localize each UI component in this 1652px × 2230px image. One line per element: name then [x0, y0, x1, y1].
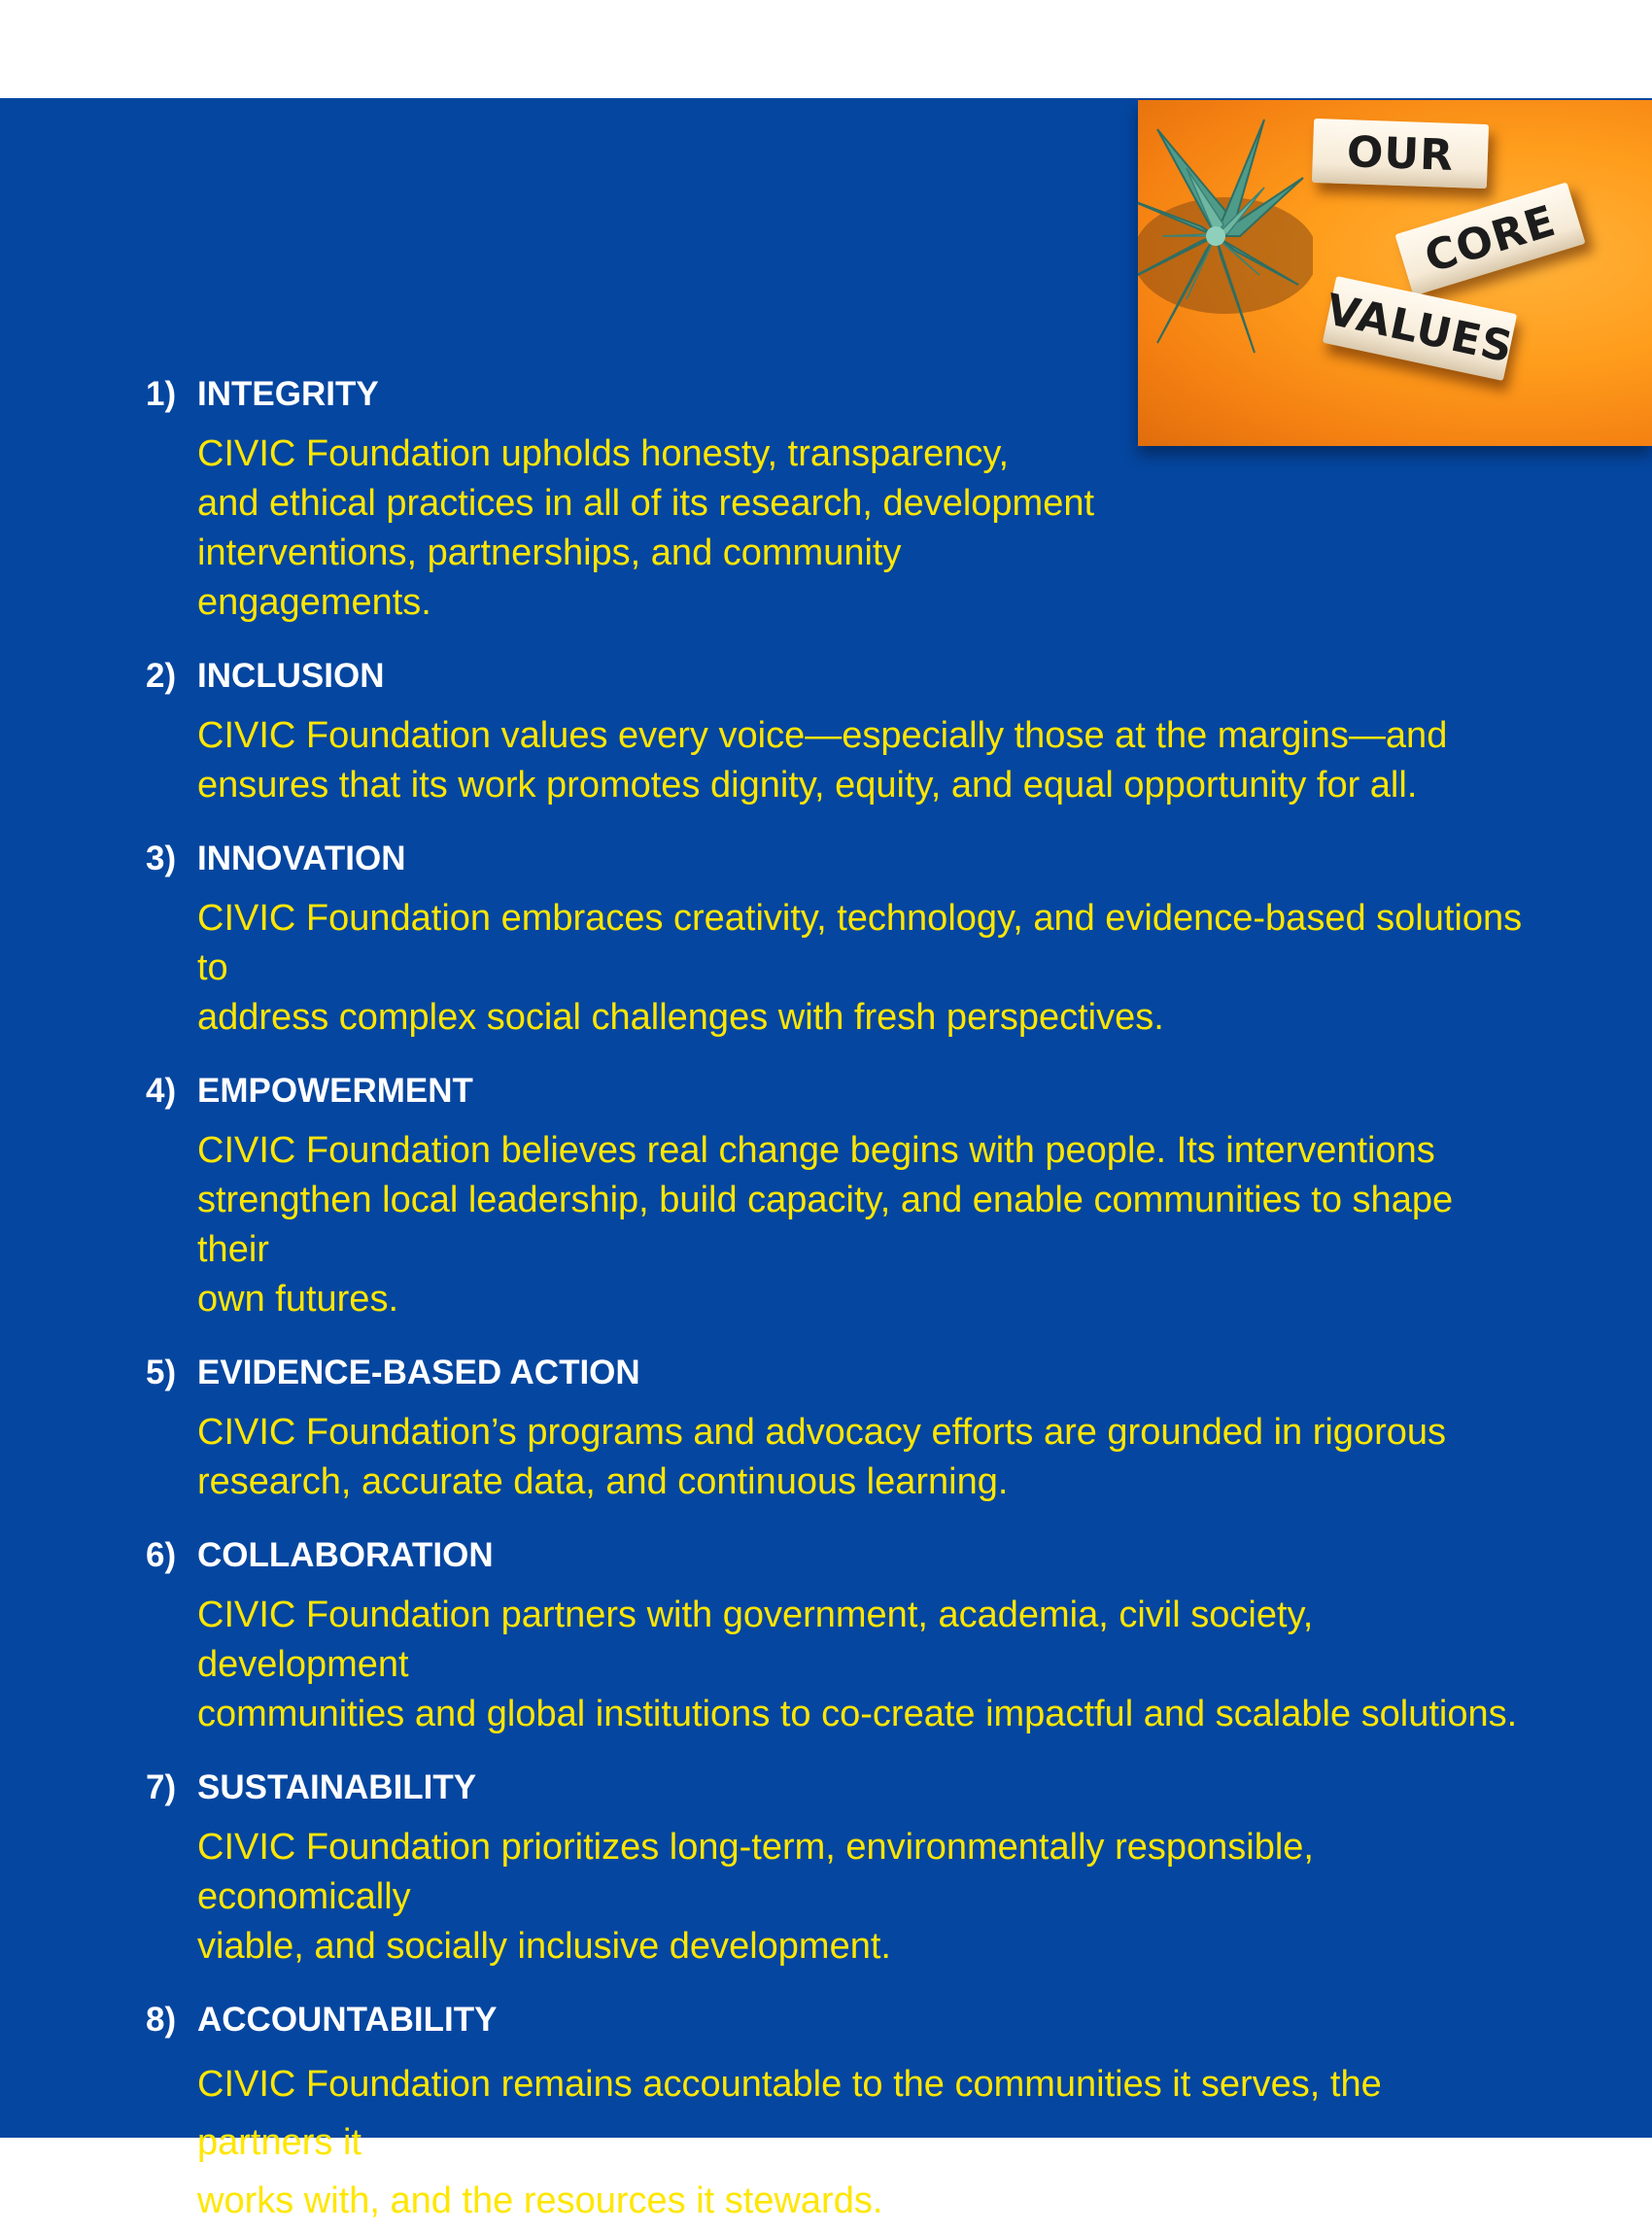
value-title: ACCOUNTABILITY	[197, 2001, 498, 2039]
value-item-collaboration	[146, 1530, 1526, 1739]
value-title: COLLABORATION	[197, 1536, 494, 1574]
value-title: SUSTAINABILITY	[197, 1768, 477, 1806]
value-item-evidence-based-action	[146, 1348, 1526, 1507]
value-number: 8)	[146, 2001, 177, 2039]
value-title: EVIDENCE-BASED ACTION	[197, 1354, 640, 1391]
core-block: CORE	[1394, 182, 1585, 295]
value-description: CIVIC Foundation partners with government, academia, civil society, development communities and global institutions to co-create impactful and scalable solutions.	[197, 1595, 1518, 1734]
value-description: CIVIC Foundation embraces creativity, technology, and evidence-based solutions to address complex social challenges with fresh perspectives.	[197, 898, 1523, 1038]
value-description: CIVIC Foundation remains accountable to the communities it serves, the partners it works with, and the resources it stewards.	[197, 2064, 1382, 2221]
value-description: CIVIC Foundation believes real change begins with people. Its interventions strengthen local leadership, build capacity, and enable communities to shape their own futures.	[197, 1130, 1454, 1320]
value-title: EMPOWERMENT	[197, 1072, 473, 1110]
value-item-accountability	[146, 1995, 1526, 2230]
top-white-band	[0, 0, 1652, 98]
values-block: VALUES	[1323, 276, 1517, 381]
our-block: OUR	[1312, 119, 1489, 189]
value-number: 7)	[146, 1768, 177, 1806]
value-number: 6)	[146, 1536, 177, 1574]
value-description: CIVIC Foundation prioritizes long-term, environmentally responsible, economically viable, and socially inclusive development.	[197, 1827, 1314, 1967]
value-number: 3)	[146, 840, 177, 877]
core-values-list	[146, 369, 1526, 2230]
value-number: 4)	[146, 1072, 177, 1110]
value-item-integrity	[146, 369, 1526, 628]
value-number: 5)	[146, 1354, 177, 1391]
value-item-inclusion	[146, 651, 1526, 810]
value-title: INCLUSION	[197, 657, 385, 695]
value-description: CIVIC Foundation values every voice—especially those at the margins—and ensures that its work promotes dignity, equity, and equal opportunity for all.	[197, 715, 1448, 806]
value-number: 2)	[146, 657, 177, 695]
value-number: 1)	[146, 375, 177, 413]
value-description: CIVIC Foundation upholds honesty, transparency, and ethical practices in all of its research, development interventions, partnerships, and community engagements.	[197, 433, 1095, 623]
value-item-innovation	[146, 834, 1526, 1043]
value-item-sustainability	[146, 1763, 1526, 1972]
value-item-empowerment	[146, 1066, 1526, 1324]
value-description: CIVIC Foundation’s programs and advocacy efforts are grounded in rigorous research, accurate data, and continuous learning.	[197, 1412, 1446, 1502]
value-title: INTEGRITY	[197, 375, 379, 413]
succulent-plant-icon	[1138, 100, 1313, 382]
value-title: INNOVATION	[197, 840, 406, 877]
